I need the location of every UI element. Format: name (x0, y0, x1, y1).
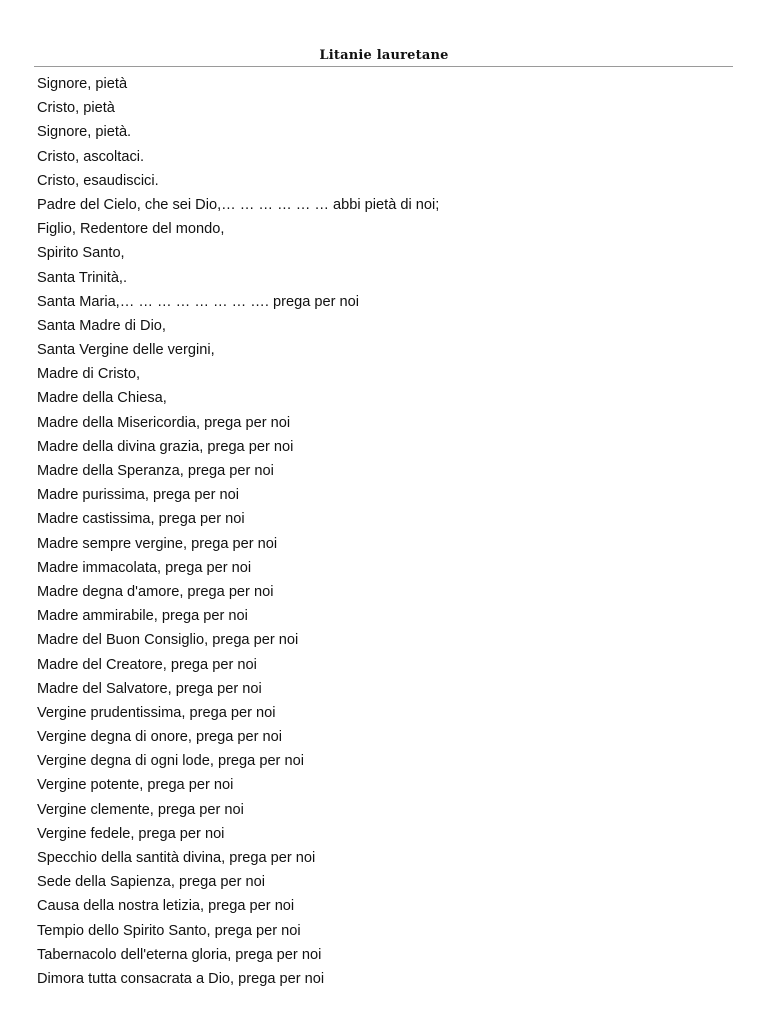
litany-line: Sede della Sapienza, prega per noi (37, 874, 265, 891)
litany-line: Madre di Cristo, (37, 366, 140, 383)
litany-line: Tabernacolo dell'eterna gloria, prega per noi (37, 946, 322, 963)
litany-line: Cristo, pietà (37, 100, 115, 117)
litany-line: Madre della divina grazia, prega per noi (37, 438, 294, 455)
litany-line: Madre della Misericordia, prega per noi (37, 414, 291, 431)
litany-line: Santa Vergine delle vergini, (37, 342, 215, 359)
litany-line: Padre del Cielo, che sei Dio,… … … … … … abbi pietà di noi; (37, 196, 440, 213)
litany-line: Figlio, Redentore del mondo, (37, 221, 225, 238)
litany-line: Madre immacolata, prega per noi (37, 559, 252, 576)
litany-line: Vergine fedele, prega per noi (37, 825, 225, 842)
litany-line: Madre ammirabile, prega per noi (37, 608, 248, 625)
litany-line: Santa Madre di Dio, (37, 317, 166, 334)
litany-line: Vergine clemente, prega per noi (37, 801, 244, 818)
litany-line: Tempio dello Spirito Santo, prega per noi (37, 922, 301, 939)
litany-line: Signore, pietà. (37, 124, 132, 141)
litany-line: Specchio della santità divina, prega per noi (37, 850, 316, 866)
litany-line: Madre purissima, prega per noi (37, 487, 239, 504)
litany-line: Madre degna d'amore, prega per noi (37, 583, 274, 600)
litany-line: Santa Maria,… … … … … … … …. prega per noi (37, 293, 359, 310)
litany-line: Madre sempre vergine, prega per noi (37, 535, 278, 552)
litany-line: Madre castissima, prega per noi (37, 511, 245, 528)
litany-line: Vergine potente, prega per noi (37, 777, 234, 794)
litany-line: Madre della Speranza, prega per noi (37, 463, 274, 479)
litany-line: Vergine degna di ogni lode, prega per noi (37, 753, 304, 770)
litany-line: Spirito Santo, (37, 245, 125, 262)
litany-line: Madre del Salvatore, prega per noi (37, 680, 262, 697)
litany-line: Madre del Creatore, prega per noi (37, 656, 257, 673)
litany-line: Signore, pietà (37, 76, 128, 92)
litany-line: Cristo, ascoltaci. (37, 148, 145, 165)
litany-line: Cristo, esaudiscici. (37, 172, 159, 189)
litany-list (37, 72, 439, 991)
litany-line: Madre del Buon Consiglio, prega per noi (37, 632, 299, 649)
litany-line: Causa della nostra letizia, prega per noi (37, 898, 295, 915)
page-title: Litanie lauretane (319, 48, 449, 63)
litany-line: Dimora tutta consacrata a Dio, prega per noi (37, 970, 325, 987)
litany-line: Santa Trinità,. (37, 269, 128, 286)
title-divider (34, 66, 733, 67)
litany-line: Vergine prudentissima, prega per noi (37, 704, 276, 721)
litany-line: Madre della Chiesa, (37, 390, 167, 407)
litany-line: Vergine degna di onore, prega per noi (37, 729, 283, 746)
